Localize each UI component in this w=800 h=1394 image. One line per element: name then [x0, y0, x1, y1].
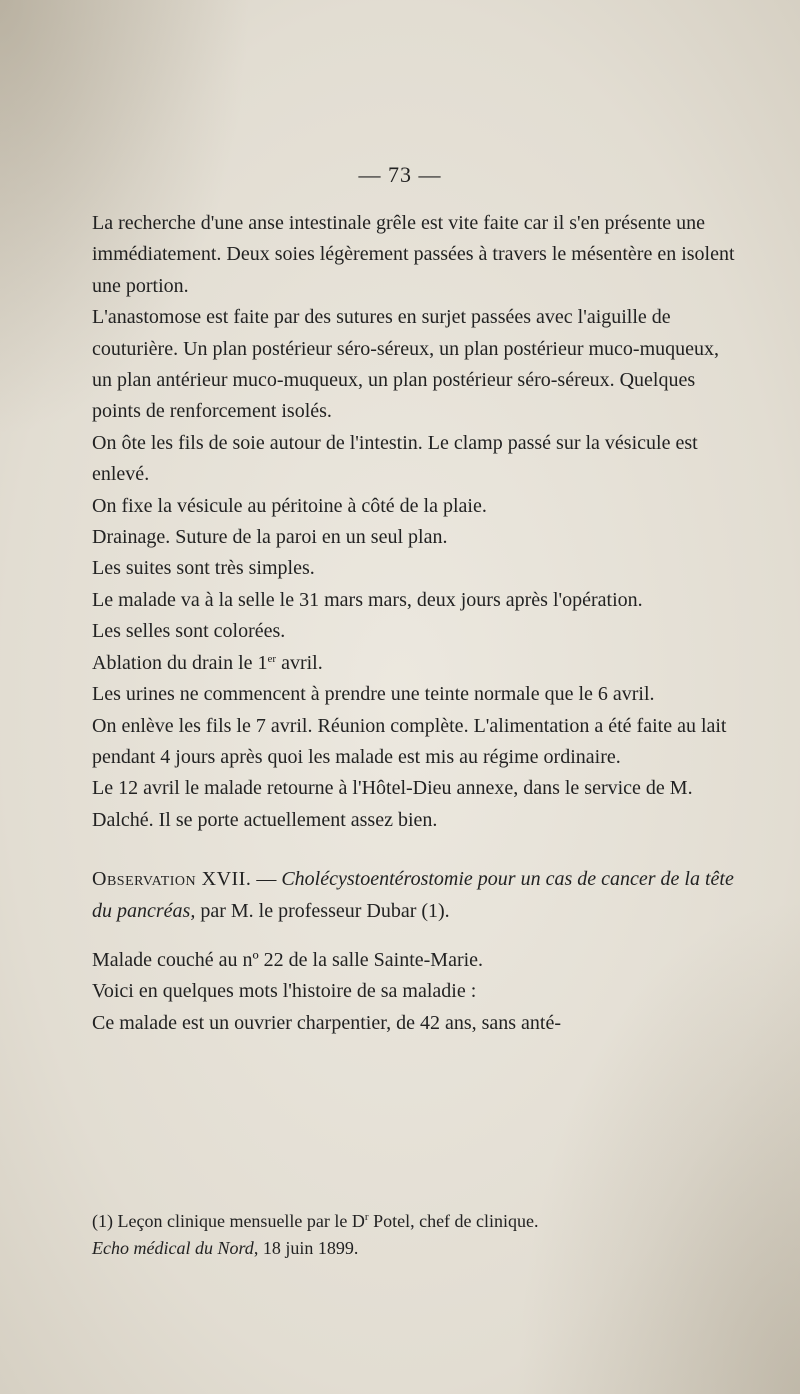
- observation-dash: —: [251, 868, 282, 891]
- paragraph-urines: Les urines ne commencent à prendre une teinte normale que le 6 avril.: [92, 683, 655, 706]
- paragraph-ablation: [92, 648, 744, 679]
- paragraph-histoire: Voici en quelques mots l'histoire de sa maladie :: [92, 980, 477, 1003]
- observation-label: Observation XVII.: [92, 868, 252, 891]
- paragraph-selle: Le malade va à la selle le 31 mars mars, deux jours après l'opération.: [92, 588, 643, 611]
- footnote-date: , 18 juin 1899.: [253, 1238, 359, 1258]
- body-text: [92, 208, 744, 1039]
- paragraph-anastomose: L'anastomose est faite par des sutures en surjet passées avec l'aiguille de couturière. Un plan postérieur séro-séreux, un plan postérieur muco-muqueux, un plan antérieur muco-muqueux, un plan postérieur séro-séreux. Quelques points de renforcement isolés.: [92, 306, 720, 423]
- paragraph-alimentation: On enlève les fils le 7 avril. Réunion complète. L'alimentation a été faite au lait pendant 4 jours après quoi les malade est mis au régime ordinaire.: [92, 714, 727, 768]
- paragraph-retour: Le 12 avril le malade retourne à l'Hôtel-Dieu annexe, dans le service de M. Dalché. Il se porte actuellement assez bien.: [92, 777, 693, 831]
- paragraph-drainage: Drainage. Suture de la paroi en un seul plan.: [92, 526, 448, 549]
- footnote-line-2: [92, 1235, 752, 1262]
- footnote-journal: Echo médical du Nord: [92, 1238, 254, 1258]
- footnote-text: (1) Leçon clinique mensuelle par le D: [92, 1211, 365, 1231]
- ablation-end: avril.: [276, 651, 323, 674]
- page-number: — 73 —: [358, 162, 442, 187]
- paragraph-malade-couche: Malade couché au nº 22 de la salle Sainte-Marie.: [92, 948, 484, 971]
- ablation-sup: er: [267, 652, 277, 665]
- ablation-text: Ablation du drain le 1: [92, 651, 268, 674]
- paragraph-anse: La recherche d'une anse intestinale grêle est vite faite car il s'en présente une immédiatement. Deux soies légèrement passées à travers le mésentère en isolent une portion.: [92, 212, 735, 297]
- paragraph-fils: On ôte les fils de soie autour de l'intestin. Le clamp passé sur la vésicule est enlevé.: [92, 431, 698, 486]
- footnote-text-end: Potel, chef de clinique.: [368, 1211, 539, 1231]
- footnote-sup: r: [364, 1211, 369, 1223]
- paragraph-suites: Les suites sont très simples.: [92, 557, 315, 580]
- observation-author: par M. le professeur Dubar (1).: [195, 899, 450, 922]
- footnote: [92, 1208, 752, 1262]
- observation-heading: [92, 864, 744, 927]
- paragraph-selles-colorees: Les selles sont colorées.: [92, 620, 286, 643]
- observation-title: Cholécystoentérostomie pour un cas de cancer de la tête du pancréas,: [92, 868, 734, 922]
- footnote-line-1: [92, 1208, 752, 1235]
- paragraph-charpentier: Ce malade est un ouvrier charpentier, de 42 ans, sans anté-: [92, 1011, 562, 1034]
- paragraph-fixation: On fixe la vésicule au péritoine à côté de la plaie.: [92, 494, 487, 517]
